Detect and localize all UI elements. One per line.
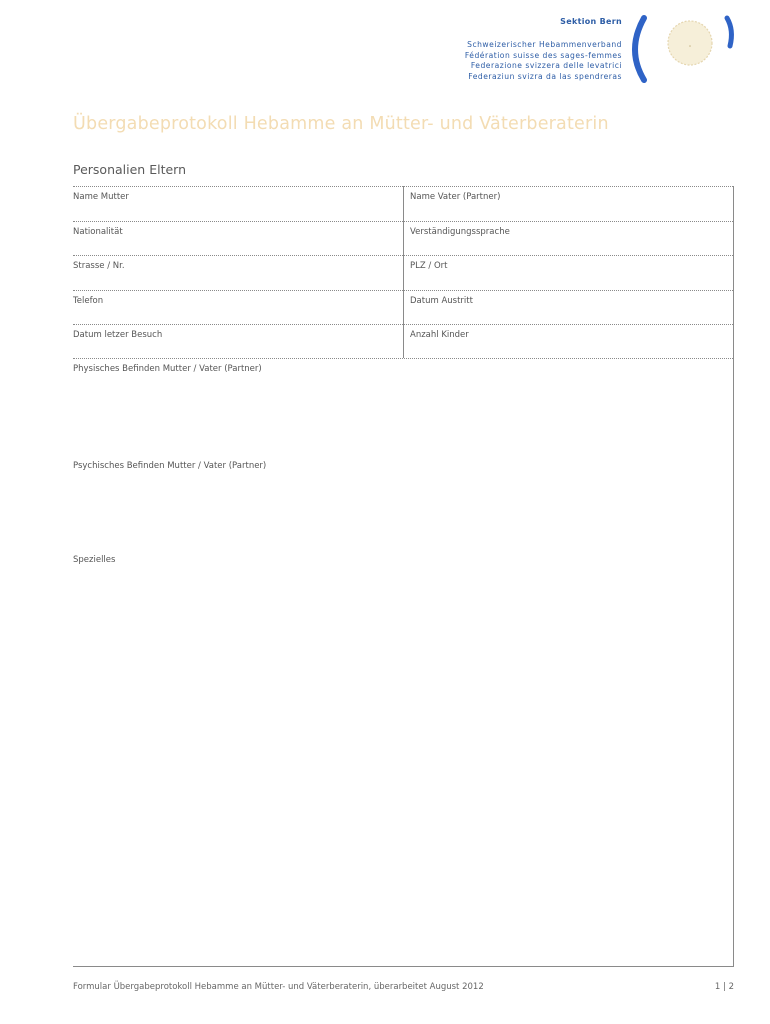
org-name-de: Schweizerischer Hebammenverband	[467, 40, 622, 49]
org-name-it: Federazione svizzera delle levatrici	[470, 61, 622, 70]
field-telefon[interactable]: Telefon	[73, 296, 104, 306]
field-nationalitaet[interactable]: Nationalität	[73, 227, 123, 237]
form-frame-right	[733, 186, 734, 967]
field-verstaendigungssprache[interactable]: Verständigungssprache	[410, 227, 510, 237]
field-spezielles[interactable]: Spezielles	[73, 555, 116, 565]
org-name-rm: Federaziun svizra da las spendreras	[468, 71, 622, 81]
org-name-fr: Fédération suisse des sages-femmes	[464, 50, 622, 60]
field-psychisches-befinden[interactable]: Psychisches Befinden Mutter / Vater (Partner)	[73, 461, 267, 471]
field-datum-austritt[interactable]: Datum Austritt	[410, 296, 473, 306]
row-divider	[73, 358, 733, 359]
field-datum-letzter-besuch[interactable]: Datum letzer Besuch	[73, 330, 163, 340]
org-logo-icon	[620, 14, 740, 84]
column-divider	[403, 186, 404, 358]
field-name-mutter[interactable]: Name Mutter	[73, 192, 129, 202]
org-logo-text	[465, 17, 622, 82]
form-title: Übergabeprotokoll Hebamme an Mütter- und Väterberaterin	[73, 114, 609, 134]
field-anzahl-kinder[interactable]: Anzahl Kinder	[410, 330, 469, 340]
field-plz-ort[interactable]: PLZ / Ort	[410, 261, 448, 271]
page-number: 1 | 2	[714, 982, 734, 992]
section-heading: Personalien Eltern	[73, 162, 187, 177]
field-physisches-befinden[interactable]: Physisches Befinden Mutter / Vater (Partner)	[73, 364, 262, 374]
form-frame-bottom	[73, 966, 734, 967]
section-name: Sektion Bern	[560, 17, 622, 26]
field-strasse[interactable]: Strasse / Nr.	[73, 261, 125, 271]
field-name-vater[interactable]: Name Vater (Partner)	[410, 192, 501, 202]
footer-text: Formular Übergabeprotokoll Hebamme an Mütter- und Väterberaterin, überarbeitet August 2012	[73, 982, 484, 992]
